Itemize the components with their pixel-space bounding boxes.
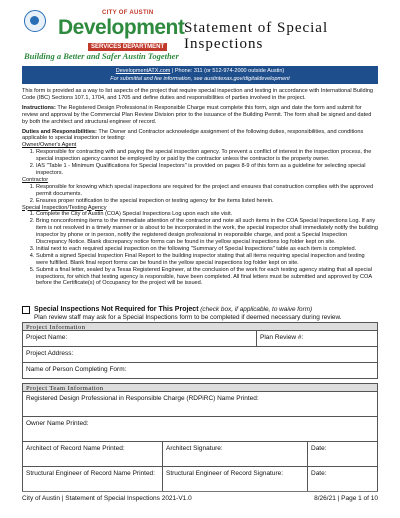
list-item: 2. IAS "Table 1 - Minimum Qualifications for Special Inspectors" is provided on pages 8-9 of this form as a guideline for selecting special inspectors. (36, 163, 378, 177)
instructions-label: Instructions: (22, 104, 56, 111)
website-link[interactable]: DevelopmentATX.com (115, 68, 171, 74)
engineer-name-field[interactable]: Structural Engineer of Record Name Printed: (23, 467, 163, 491)
duties-text: The Owner and Contractor acknowledge assignment of the following duties, responsibilities, and conditions applicable to special inspection or testing: (22, 128, 364, 142)
list-item: 1. Responsible for contracting with and paying the special inspection agency. To prevent a conflict of interest in the inspection process, the special inspection agency cannot be employed by or paid by the contractor unless the contractor is the property owner. (36, 149, 378, 163)
contact-banner (22, 66, 378, 84)
contractor-list (36, 184, 378, 205)
project-info-heading: Project Information (22, 322, 378, 331)
plan-review-field[interactable]: Plan Review #: (260, 334, 304, 341)
engineer-date-field[interactable]: Date: (311, 470, 327, 477)
project-address-field[interactable]: Project Address: (26, 350, 74, 357)
waiver-label: Special Inspections Not Required for This Project (34, 306, 199, 313)
instructions-text: The Registered Design Professional in Responsible Charge must complete this form, sign and date the form and submit for review and approval by the Commercial Plan Review Division prior to the issuance of the Building Permit. The form shall be signed and dated by both the architect and structural engineer of record. (22, 104, 372, 125)
list-item: 1. Responsible for knowing which special inspections are required for the project and ensures that construction complies with the approved permit documents. (36, 184, 378, 198)
list-item: 1. Complete the City of Austin (COA) Special Inspections Log upon each site visit. (36, 211, 378, 218)
phone-text: | Phone: 311 (or 512-974-2000 outside Austin) (170, 68, 285, 74)
document-body (22, 88, 378, 287)
agency-heading: Special Inspection/Testing Agency (22, 204, 107, 211)
owner-list (36, 149, 378, 177)
list-item: 5. Submit a final letter, sealed by a Texas Registered Engineer, at the conclusion of the work for each testing agency stating that all special inspections, for which that testing agency is responsible, have been completed. All final letters must be submitted and approved by COA before the Certificate(s) of Occupancy for the project will be issued. (36, 267, 378, 288)
waiver-note: Plan review staff may ask for a Special Inspections form to be completed if deemed necessary during review. (34, 314, 342, 321)
person-completing-field[interactable]: Name of Person Completing Form: (26, 366, 127, 373)
page-footer (22, 491, 378, 502)
page-title (184, 20, 328, 52)
tagline: Building a Better and Safer Austin Together (24, 51, 179, 61)
instructions-paragraph (22, 105, 378, 126)
title-line-1: Statement of Special (184, 20, 329, 36)
footer-page-number: 8/26/21 | Page 1 of 10 (314, 495, 378, 502)
duties-paragraph (22, 129, 378, 143)
waiver-hint: (check box, if applicable, to waive form) (198, 306, 313, 313)
intro-paragraph: This form is provided as a way to list aspects of the project that require special inspection and testing in accordance with International Building Code (IBC) Sections 107.1, 1704, and 1705 and define duties and responsibilities of parties involved in the project. (22, 88, 374, 101)
project-name-field[interactable]: Project Name: (23, 331, 257, 346)
owner-heading: Owner/Owner's Agent (22, 142, 77, 149)
list-item: 4. Submit a signed Special Inspection Final Report to the building inspector stating that all items requiring special inspection and testing were fulfilled. Blank final report forms can be found in the yellow special inspections log folder kept on site. (36, 253, 378, 267)
waiver-checkbox[interactable] (22, 306, 30, 314)
duties-label: Duties and Responsibilities: (22, 128, 97, 135)
contractor-heading: Contractor (22, 176, 49, 183)
team-info-heading: Project Team Information (22, 383, 378, 392)
owner-name-field[interactable]: Owner Name Printed: (26, 420, 89, 427)
submittal-info-text: For submittal and fee information, see austintexas.gov/digitaldevelopment (110, 76, 290, 82)
logo-main-text: Development (58, 16, 185, 39)
project-form (22, 322, 378, 492)
architect-signature-field[interactable]: Architect Signature: (163, 442, 308, 466)
footer-document-id: City of Austin | Statement of Special Inspections 2021-V1.0 (22, 495, 192, 502)
agency-list (36, 211, 378, 287)
list-item: 2. Bring nonconforming items to the immediate attention of the contractor and note all such items in the COA Special Inspections Log. If any item is not resolved in a timely manner or is about to be incorporated in the work, the special inspector shall immediately notify the building inspector by phone or in person, notify the registered design professional in responsible charge, and post a Special Inspection Discrepancy Notice. Blank discrepancy notice forms can be found in the yellow special inspections log folder kept on site. (36, 218, 378, 246)
list-item: 2. Ensures proper notification to the special inspection or testing agency for the items listed herein. (36, 198, 378, 205)
title-line-2: Inspections (184, 36, 264, 52)
architect-date-field[interactable]: Date: (311, 445, 327, 452)
logo-department-text: SERVICES DEPARTMENT (88, 43, 167, 51)
logo-city-text: CITY OF AUSTIN (102, 10, 154, 16)
city-seal-icon (24, 10, 46, 32)
architect-name-field[interactable]: Architect of Record Name Printed: (23, 442, 163, 466)
list-item: 3. Initial next to each required special inspection on the following "Summary of Special Inspections" table as each item is completed. (36, 246, 378, 253)
engineer-signature-field[interactable]: Structural Engineer of Record Signature: (163, 467, 308, 491)
rdpirc-name-field[interactable]: Registered Design Professional in Responsible Charge (RDPiRC) Name Printed: (26, 395, 259, 402)
